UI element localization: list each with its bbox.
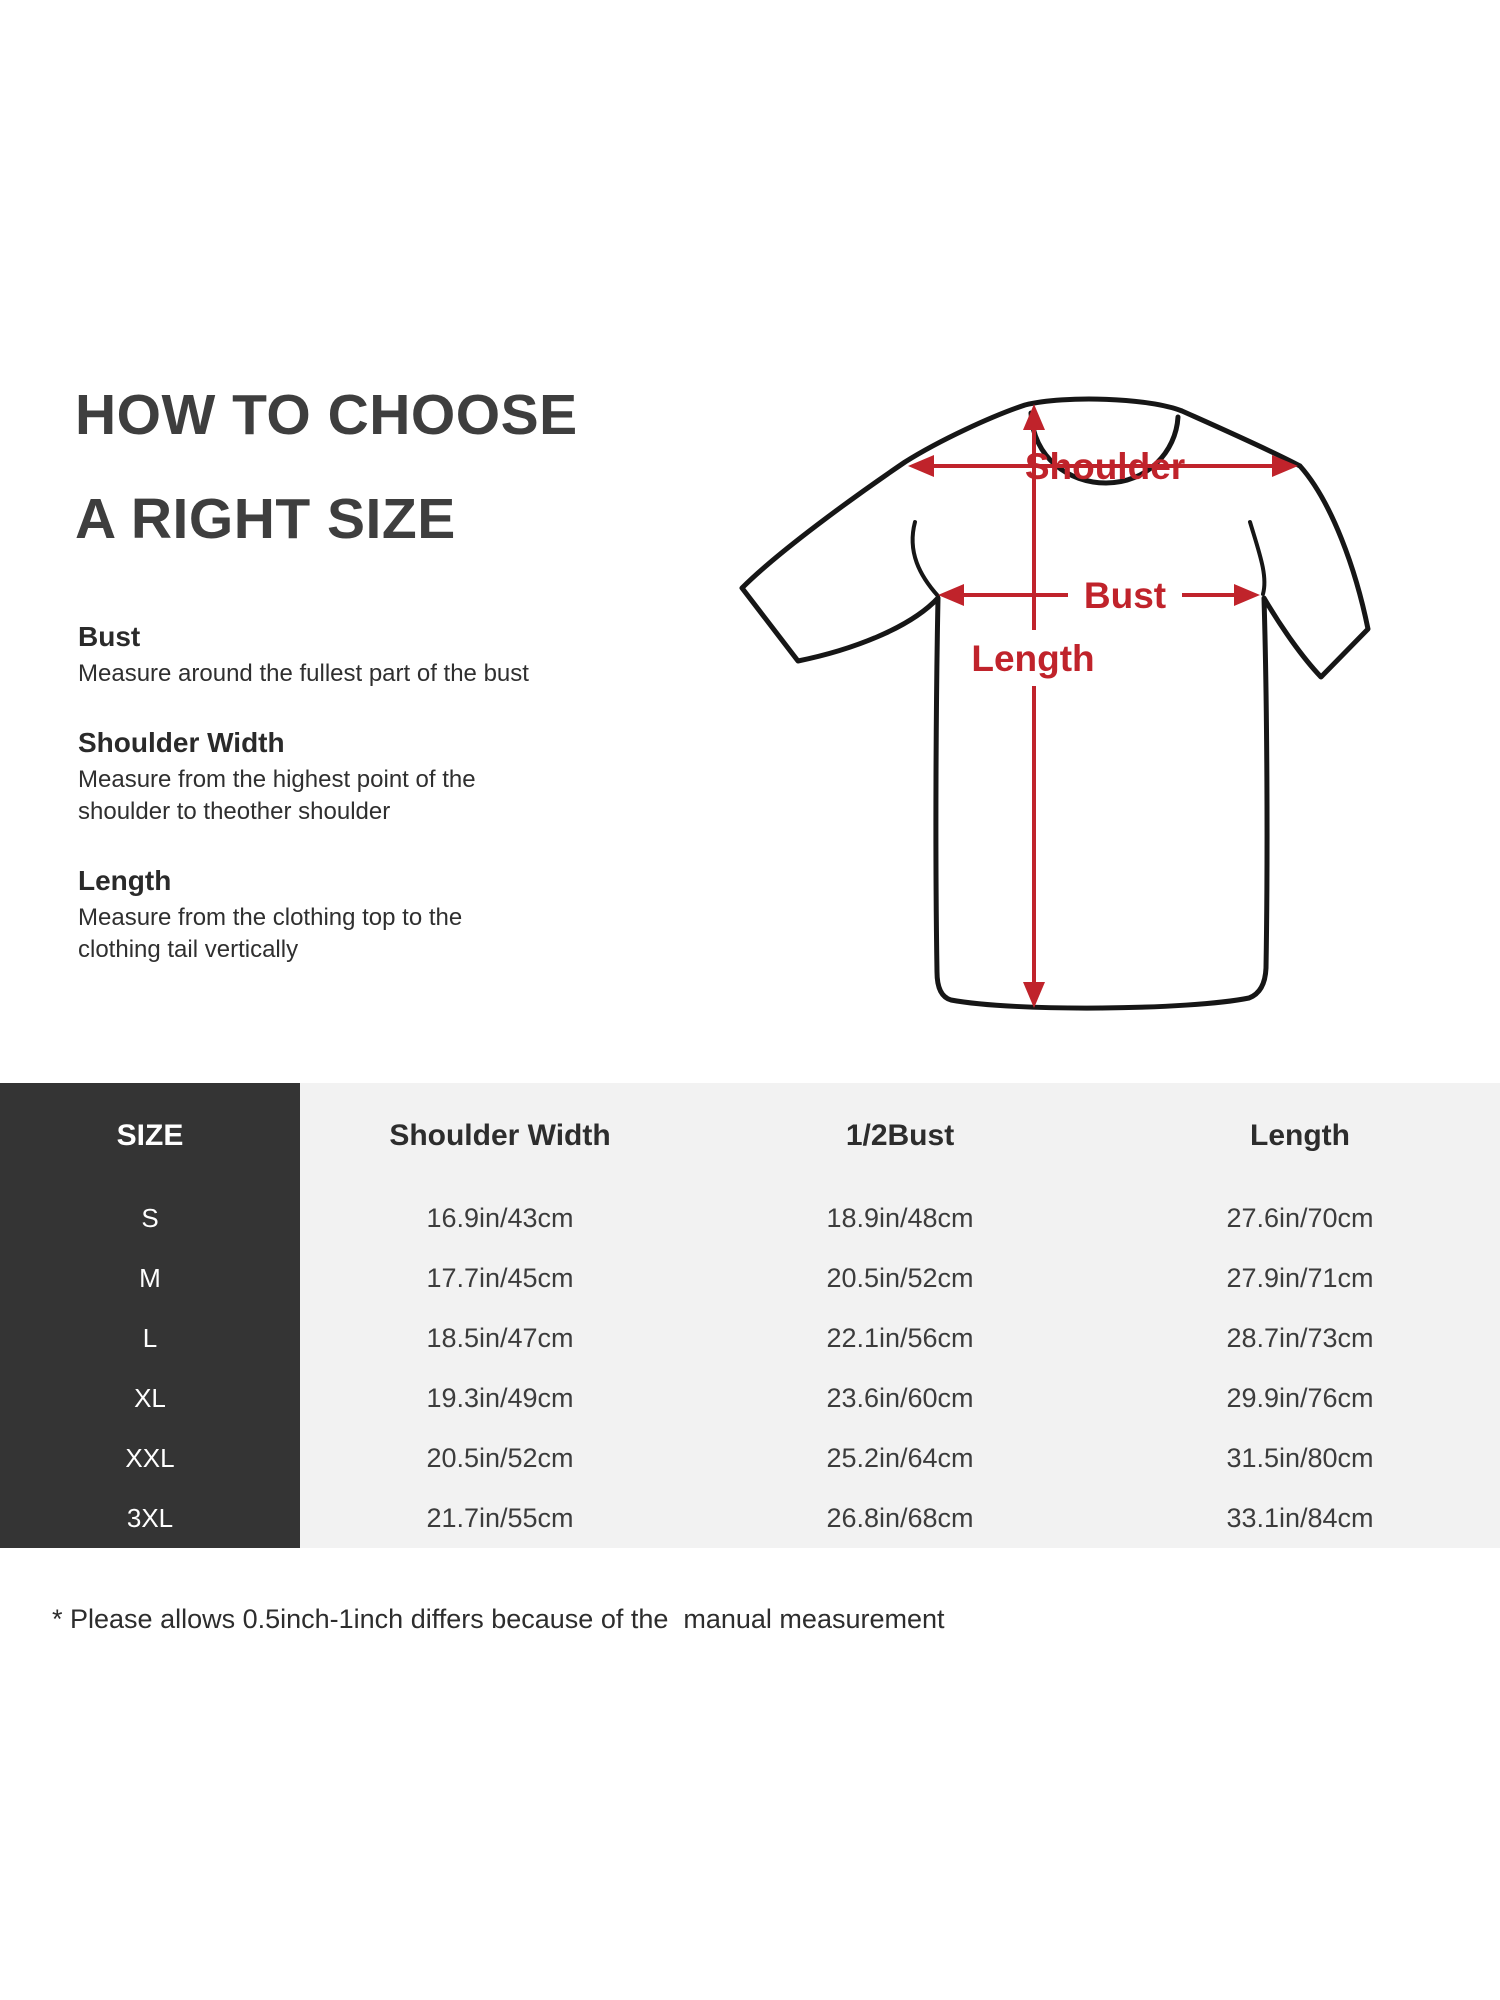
size-cell-xxl: XXL <box>0 1428 300 1488</box>
length-cell-m: 27.9in/71cm <box>1226 1262 1374 1293</box>
size-cell-s: S <box>0 1188 300 1248</box>
table-header-shoulder-width: Shoulder Width <box>389 1118 611 1152</box>
size-cell-xl: XL <box>0 1368 300 1428</box>
table-header-size: SIZE <box>0 1083 300 1188</box>
guide-line: shoulder to theother shoulder <box>78 798 391 825</box>
tshirt-outline <box>742 399 1368 1008</box>
shoulder-width-cell-xxl: 20.5in/52cm <box>426 1442 574 1473</box>
half-bust-cell-xl: 23.6in/60cm <box>826 1382 974 1413</box>
guide-item-length-description <box>78 902 638 966</box>
half-bust-cell-l: 22.1in/56cm <box>826 1322 974 1353</box>
tshirt-diagram <box>620 380 1380 1042</box>
length-cell-xxl: 31.5in/80cm <box>1226 1442 1374 1473</box>
half-bust-cell-m: 20.5in/52cm <box>826 1262 974 1293</box>
length-cell-l: 28.7in/73cm <box>1226 1322 1374 1353</box>
guide-item-bust <box>78 620 638 690</box>
table-header-length: Length <box>1250 1118 1350 1152</box>
guide-line: Measure from the highest point of the <box>78 766 476 793</box>
shoulder-width-cell-s: 16.9in/43cm <box>426 1202 574 1233</box>
guide-line: Measure from the clothing top to the <box>78 904 463 931</box>
half-bust-cell-s: 18.9in/48cm <box>826 1202 974 1233</box>
shoulder-width-cell-m: 17.7in/45cm <box>426 1262 574 1293</box>
length-cell-3xl: 33.1in/84cm <box>1226 1502 1374 1533</box>
length-label: Length <box>971 638 1095 679</box>
size-cell-3xl: 3XL <box>0 1488 300 1548</box>
shoulder-width-cell-l: 18.5in/47cm <box>426 1322 574 1353</box>
bust-label: Bust <box>1083 575 1167 616</box>
guide-line: Measure around the fullest part of the bust <box>78 660 529 687</box>
guide-item-shoulder-width <box>78 726 638 828</box>
page-title <box>75 363 578 571</box>
measurement-disclaimer: * Please allows 0.5inch-1inch differs because of the manual measurement <box>52 1604 945 1634</box>
page-title-line1: HOW TO CHOOSE <box>75 383 578 447</box>
measurement-guide <box>78 620 638 1002</box>
size-table <box>0 1083 1500 1548</box>
guide-item-length-title: Length <box>78 865 172 896</box>
half-bust-cell-xxl: 25.2in/64cm <box>826 1442 974 1473</box>
shoulder-label: Shoulder <box>1024 446 1186 487</box>
length-cell-s: 27.6in/70cm <box>1226 1202 1374 1233</box>
page-title-line2: A RIGHT SIZE <box>75 487 456 551</box>
guide-line: clothing tail vertically <box>78 936 299 963</box>
half-bust-cell-3xl: 26.8in/68cm <box>826 1502 974 1533</box>
guide-item-length <box>78 864 638 966</box>
shoulder-width-cell-xl: 19.3in/49cm <box>426 1382 574 1413</box>
guide-item-shoulder-width-title: Shoulder Width <box>78 727 285 758</box>
size-cell-l: L <box>0 1308 300 1368</box>
length-cell-xl: 29.9in/76cm <box>1226 1382 1374 1413</box>
size-cell-m: M <box>0 1248 300 1308</box>
guide-item-shoulder-width-description <box>78 764 638 828</box>
shoulder-width-cell-3xl: 21.7in/55cm <box>426 1502 574 1533</box>
guide-item-bust-title: Bust <box>78 621 141 652</box>
guide-item-bust-description <box>78 658 638 690</box>
table-header-half-bust: 1/2Bust <box>845 1118 955 1152</box>
